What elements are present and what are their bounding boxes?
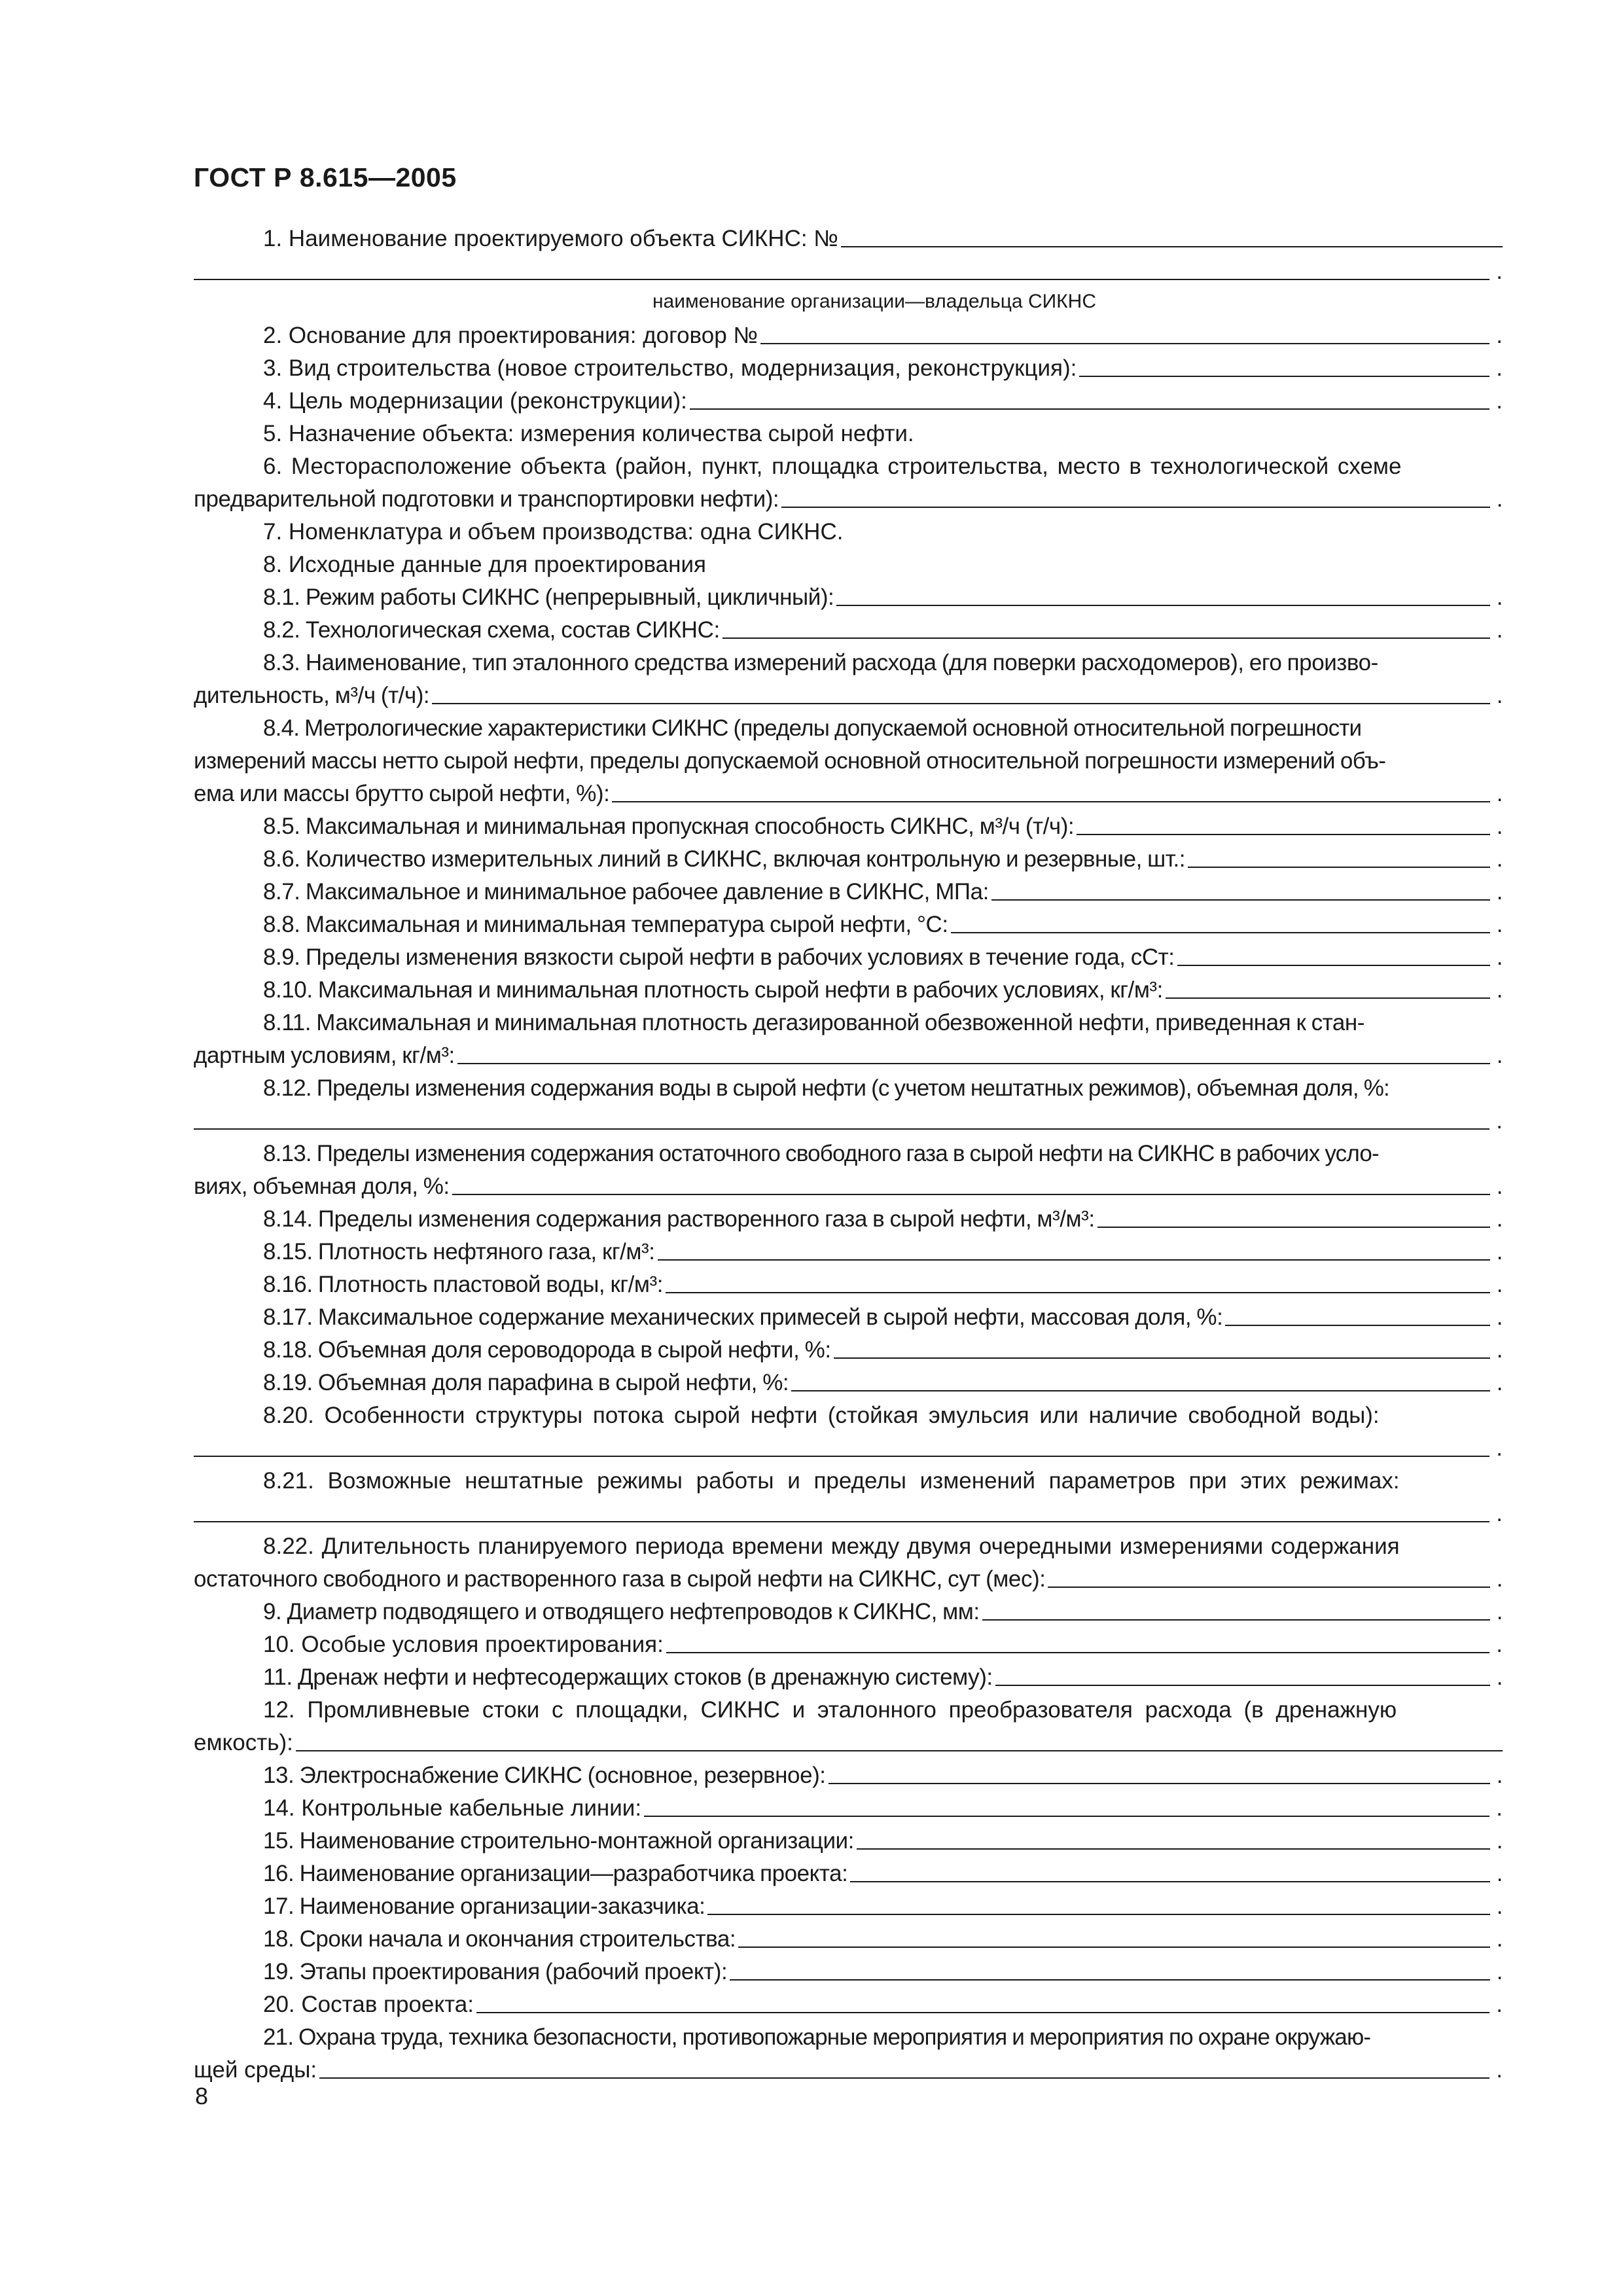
fill-line[interactable] bbox=[690, 408, 1489, 410]
item-12-text: 12. Промливневые стоки с площадки, СИКНС и эталонного преобразователя расхода (в дренажную bbox=[263, 1697, 1397, 1723]
item-4-text: 4. Цель модернизации (реконструкции): bbox=[263, 388, 687, 414]
page-number: 8 bbox=[195, 2083, 209, 2109]
item-7-text: 7. Номенклатура и объем производства: одна СИКНС. bbox=[263, 519, 844, 545]
item-16: 16. Наименование организации—разработчика проекта: . bbox=[194, 1857, 1503, 1890]
fill-line[interactable] bbox=[1225, 1325, 1489, 1326]
item-8-12 bbox=[194, 1072, 1503, 1105]
item-5 bbox=[194, 418, 1503, 450]
fill-line[interactable] bbox=[1079, 376, 1489, 377]
item-21-cont: щей среды: . bbox=[194, 2054, 1503, 2087]
item-8-22-cont: остаточного свободного и растворенного газа в сырой нефти на СИКНС, сут (мес): . bbox=[194, 1563, 1503, 1596]
fill-line[interactable] bbox=[476, 2012, 1489, 2013]
item-18-text: 18. Сроки начала и окончания строительства: bbox=[263, 1926, 736, 1952]
item-6-text: 6. Месторасположение объекта (район, пункт, площадка строительства, место в технологической схеме bbox=[263, 454, 1402, 479]
item-8-4-text-cont2: ема или массы брутто сырой нефти, %): bbox=[194, 781, 610, 806]
fill-line[interactable] bbox=[612, 801, 1489, 802]
item-8-3 bbox=[194, 647, 1503, 679]
page-header: ГОСТ Р 8.615—2005 bbox=[194, 162, 457, 192]
item-8-9: 8.9. Пределы изменения вязкости сырой нефти в рабочих условиях в течение года, сСт: . bbox=[194, 941, 1503, 974]
item-10-text: 10. Особые условия проектирования: bbox=[263, 1632, 664, 1657]
fill-line[interactable] bbox=[194, 1456, 1489, 1457]
item-12-cont bbox=[194, 1727, 1503, 1759]
item-8-13-cont: виях, объемная доля, %: . bbox=[194, 1170, 1503, 1203]
item-8-19: 8.19. Объемная доля парафина в сырой нефти, %: . bbox=[194, 1367, 1503, 1399]
item-8-22-text-cont: остаточного свободного и растворенного газа в сырой нефти на СИКНС, сут (мес): bbox=[194, 1566, 1046, 1592]
fill-line[interactable] bbox=[850, 1881, 1489, 1882]
item-15-text: 15. Наименование строительно-монтажной организации: bbox=[263, 1828, 854, 1854]
fill-line[interactable] bbox=[857, 1848, 1490, 1850]
fill-line[interactable] bbox=[666, 1292, 1490, 1293]
item-8-12-fill: . bbox=[194, 1105, 1503, 1138]
item-8-21 bbox=[194, 1465, 1503, 1498]
item-8-2: 8.2. Технологическая схема, состав СИКНС: . bbox=[194, 614, 1503, 647]
fill-line[interactable] bbox=[432, 703, 1490, 704]
item-8-4-cont2: ема или массы брутто сырой нефти, %): . bbox=[194, 778, 1503, 810]
item-8-15-text: 8.15. Плотность нефтяного газа, кг/м³: bbox=[263, 1239, 655, 1265]
item-19-text: 19. Этапы проектирования (рабочий проект): bbox=[263, 1959, 728, 1984]
item-13-text: 13. Электроснабжение СИКНС (основное, резервное): bbox=[263, 1763, 826, 1788]
fill-line[interactable] bbox=[707, 1914, 1489, 1915]
item-8-22-text: 8.22. Длительность планируемого периода времени между двумя очередными измерениями содержания bbox=[263, 1534, 1400, 1559]
fill-line[interactable] bbox=[760, 343, 1489, 344]
item-8-10: 8.10. Максимальная и минимальная плотность сырой нефти в рабочих условиях, кг/м³: . bbox=[194, 974, 1503, 1007]
item-9-text: 9. Диаметр подводящего и отводящего нефтепроводов к СИКНС, мм: bbox=[263, 1599, 980, 1624]
item-4: 4. Цель модернизации (реконструкции): . bbox=[194, 385, 1503, 418]
item-8-16-text: 8.16. Плотность пластовой воды, кг/м³: bbox=[263, 1272, 664, 1297]
fill-line[interactable] bbox=[194, 1521, 1489, 1522]
item-5-text: 5. Назначение объекта: измерения количества сырой нефти. bbox=[263, 421, 914, 446]
item-1-caption: наименование организации—владельца СИКНС bbox=[652, 291, 1096, 312]
item-11: 11. Дренаж нефти и нефтесодержащих стоков (в дренажную систему): . bbox=[194, 1661, 1503, 1694]
item-8-20-fill: . bbox=[194, 1432, 1503, 1465]
item-8-14-text: 8.14. Пределы изменения содержания растворенного газа в сырой нефти, м³/м³: bbox=[263, 1206, 1095, 1232]
item-8-4-text: 8.4. Метрологические характеристики СИКНС (пределы допускаемой основной относительной погрешности bbox=[263, 715, 1362, 741]
item-18: 18. Сроки начала и окончания строительства: . bbox=[194, 1923, 1503, 1956]
item-8-5-text: 8.5. Максимальная и минимальная пропускная способность СИКНС, м³/ч (т/ч): bbox=[263, 814, 1075, 839]
item-8-13-text-cont: виях, объемная доля, %: bbox=[194, 1174, 450, 1199]
item-8-17-text: 8.17. Максимальное содержание механических примесей в сырой нефти, массовая доля, %: bbox=[263, 1304, 1223, 1330]
item-9: 9. Диаметр подводящего и отводящего нефтепроводов к СИКНС, мм: . bbox=[194, 1596, 1503, 1628]
item-8-1-text: 8.1. Режим работы СИКНС (непрерывный, цикличный): bbox=[263, 584, 834, 610]
item-8-7: 8.7. Максимальное и минимальное рабочее давление в СИКНС, МПа: . bbox=[194, 876, 1503, 908]
fill-line[interactable] bbox=[319, 2077, 1489, 2079]
item-8-11-text: 8.11. Максимальная и минимальная плотность дегазированной обезвоженной нефти, приведенная к стан- bbox=[263, 1010, 1364, 1035]
item-8-3-cont: дительность, м³/ч (т/ч): . bbox=[194, 679, 1503, 712]
item-8-13-text: 8.13. Пределы изменения содержания остаточного свободного газа в сырой нефти на СИКНС в рабочих усло- bbox=[263, 1141, 1379, 1166]
item-8-20 bbox=[194, 1399, 1503, 1432]
item-20-text: 20. Состав проекта: bbox=[263, 1992, 474, 2017]
item-17: 17. Наименование организации-заказчика: . bbox=[194, 1890, 1503, 1923]
item-20: 20. Состав проекта: . bbox=[194, 1988, 1503, 2021]
item-21 bbox=[194, 2021, 1503, 2054]
item-16-text: 16. Наименование организации—разработчика проекта: bbox=[263, 1861, 848, 1886]
item-8-10-text: 8.10. Максимальная и минимальная плотность сырой нефти в рабочих условиях, кг/м³: bbox=[263, 977, 1163, 1003]
item-8-3-text-cont: дительность, м³/ч (т/ч): bbox=[194, 683, 430, 708]
item-8-4-cont bbox=[194, 745, 1503, 778]
fill-line[interactable] bbox=[1188, 867, 1490, 868]
item-8-18: 8.18. Объемная доля сероводорода в сырой нефти, %: . bbox=[194, 1334, 1503, 1367]
item-1-text: 1. Наименование проектируемого объекта СИКНС: № bbox=[263, 226, 838, 251]
fill-line[interactable] bbox=[841, 246, 1503, 247]
fill-line[interactable] bbox=[982, 1619, 1490, 1621]
fill-line[interactable] bbox=[296, 1750, 1503, 1751]
item-1-fill: . bbox=[194, 255, 1503, 288]
item-6 bbox=[194, 450, 1503, 483]
item-17-text: 17. Наименование организации-заказчика: bbox=[263, 1893, 705, 1919]
item-8-6-text: 8.6. Количество измерительных линий в СИКНС, включая контрольную и резервные, шт.: bbox=[263, 846, 1186, 872]
fill-line[interactable] bbox=[791, 1390, 1490, 1391]
item-8-12-text: 8.12. Пределы изменения содержания воды в сырой нефти (с учетом нештатных режимов), объемная доля, %: bbox=[263, 1075, 1389, 1101]
item-6-text-cont: предварительной подготовки и транспортировки нефти): bbox=[194, 486, 779, 512]
item-21-text: 21. Охрана труда, техника безопасности, противопожарные мероприятия и мероприятия по охране окружаю- bbox=[263, 2024, 1371, 2050]
item-11-text: 11. Дренаж нефти и нефтесодержащих стоков (в дренажную систему): bbox=[263, 1664, 993, 1690]
fill-line[interactable] bbox=[1048, 1587, 1489, 1588]
item-8-2-text: 8.2. Технологическая схема, состав СИКНС: bbox=[263, 617, 720, 643]
fill-line[interactable] bbox=[836, 605, 1489, 606]
item-8-13 bbox=[194, 1138, 1503, 1170]
item-8-5: 8.5. Максимальная и минимальная пропускная способность СИКНС, м³/ч (т/ч): . bbox=[194, 810, 1503, 843]
item-8-4-text-cont: измерений массы нетто сырой нефти, пределы допускаемой основной относительной погрешности измерений объ- bbox=[194, 748, 1386, 774]
item-3: 3. Вид строительства (новое строительство, модернизация, реконструкция): . bbox=[194, 352, 1503, 385]
fill-line[interactable] bbox=[194, 1128, 1489, 1130]
item-8-text: 8. Исходные данные для проектирования bbox=[263, 552, 706, 577]
item-1 bbox=[194, 223, 1503, 255]
fill-line[interactable] bbox=[730, 1979, 1490, 1981]
fill-line[interactable] bbox=[991, 899, 1490, 901]
item-8-15: 8.15. Плотность нефтяного газа, кг/м³: . bbox=[194, 1236, 1503, 1268]
item-8-14: 8.14. Пределы изменения содержания растворенного газа в сырой нефти, м³/м³: . bbox=[194, 1203, 1503, 1236]
item-8-8: 8.8. Максимальная и минимальная температура сырой нефти, °С: . bbox=[194, 908, 1503, 941]
item-8-9-text: 8.9. Пределы изменения вязкости сырой нефти в рабочих условиях в течение года, сСт: bbox=[263, 944, 1175, 970]
fill-line[interactable] bbox=[1166, 997, 1490, 999]
item-8-3-text: 8.3. Наименование, тип эталонного средства измерений расхода (для поверки расходомеров), его произво- bbox=[263, 650, 1378, 675]
fill-line[interactable] bbox=[1097, 1227, 1490, 1228]
item-8-19-text: 8.19. Объемная доля парафина в сырой нефти, %: bbox=[263, 1370, 789, 1395]
fill-line[interactable] bbox=[658, 1259, 1490, 1261]
fill-line[interactable] bbox=[452, 1194, 1490, 1195]
fill-line[interactable] bbox=[666, 1652, 1489, 1653]
fill-line[interactable] bbox=[834, 1357, 1490, 1359]
fill-line[interactable] bbox=[738, 1946, 1490, 1948]
item-8-16: 8.16. Плотность пластовой воды, кг/м³: . bbox=[194, 1268, 1503, 1301]
item-12-text-cont: емкость): bbox=[194, 1730, 293, 1755]
item-13: 13. Электроснабжение СИКНС (основное, резервное): . bbox=[194, 1759, 1503, 1792]
item-8-1: 8.1. Режим работы СИКНС (непрерывный, цикличный): . bbox=[194, 581, 1503, 614]
fill-line[interactable] bbox=[995, 1685, 1490, 1686]
fill-line[interactable] bbox=[1177, 965, 1490, 966]
document-body bbox=[194, 223, 1503, 2087]
item-2-text: 2. Основание для проектирования: договор № bbox=[263, 323, 758, 348]
item-8-8-text: 8.8. Максимальная и минимальная температура сырой нефти, °С: bbox=[263, 912, 948, 937]
fill-line[interactable] bbox=[829, 1783, 1490, 1784]
item-8 bbox=[194, 548, 1503, 581]
fill-line[interactable] bbox=[951, 932, 1490, 933]
item-8-21-text: 8.21. Возможные нештатные режимы работы и пределы изменений параметров при этих режимах: bbox=[263, 1468, 1400, 1494]
item-8-18-text: 8.18. Объемная доля сероводорода в сырой нефти, %: bbox=[263, 1337, 831, 1363]
item-21-text-cont: щей среды: bbox=[194, 2057, 317, 2083]
item-15: 15. Наименование строительно-монтажной организации: . bbox=[194, 1825, 1503, 1857]
item-10: 10. Особые условия проектирования: . bbox=[194, 1628, 1503, 1661]
fill-line[interactable] bbox=[457, 1063, 1490, 1064]
item-7 bbox=[194, 516, 1503, 548]
item-3-text: 3. Вид строительства (новое строительство, модернизация, реконструкция): bbox=[263, 355, 1077, 381]
item-19: 19. Этапы проектирования (рабочий проект): . bbox=[194, 1956, 1503, 1988]
fill-line[interactable] bbox=[644, 1816, 1489, 1817]
item-6-cont: предварительной подготовки и транспортировки нефти): . bbox=[194, 483, 1503, 516]
item-2: 2. Основание для проектирования: договор № . bbox=[194, 319, 1503, 352]
item-8-6: 8.6. Количество измерительных линий в СИКНС, включая контрольную и резервные, шт.: . bbox=[194, 843, 1503, 876]
item-14-text: 14. Контрольные кабельные линии: bbox=[263, 1795, 642, 1821]
item-8-11 bbox=[194, 1007, 1503, 1039]
fill-line[interactable] bbox=[722, 637, 1490, 639]
item-8-20-text: 8.20. Особенности структуры потока сырой нефти (стойкая эмульсия или наличие свободной воды): bbox=[263, 1403, 1380, 1428]
item-8-11-text-cont: дартным условиям, кг/м³: bbox=[194, 1043, 455, 1068]
item-8-17: 8.17. Максимальное содержание механических примесей в сырой нефти, массовая доля, %: . bbox=[194, 1301, 1503, 1334]
fill-line[interactable] bbox=[1077, 834, 1490, 835]
item-12 bbox=[194, 1694, 1503, 1727]
fill-line[interactable] bbox=[194, 279, 1489, 280]
fill-line[interactable] bbox=[781, 507, 1490, 508]
item-8-4 bbox=[194, 712, 1503, 745]
item-14: 14. Контрольные кабельные линии: . bbox=[194, 1792, 1503, 1825]
item-8-7-text: 8.7. Максимальное и минимальное рабочее давление в СИКНС, МПа: bbox=[263, 879, 989, 905]
item-8-11-cont: дартным условиям, кг/м³: . bbox=[194, 1039, 1503, 1072]
item-8-22 bbox=[194, 1530, 1503, 1563]
item-8-21-fill: . bbox=[194, 1498, 1503, 1530]
